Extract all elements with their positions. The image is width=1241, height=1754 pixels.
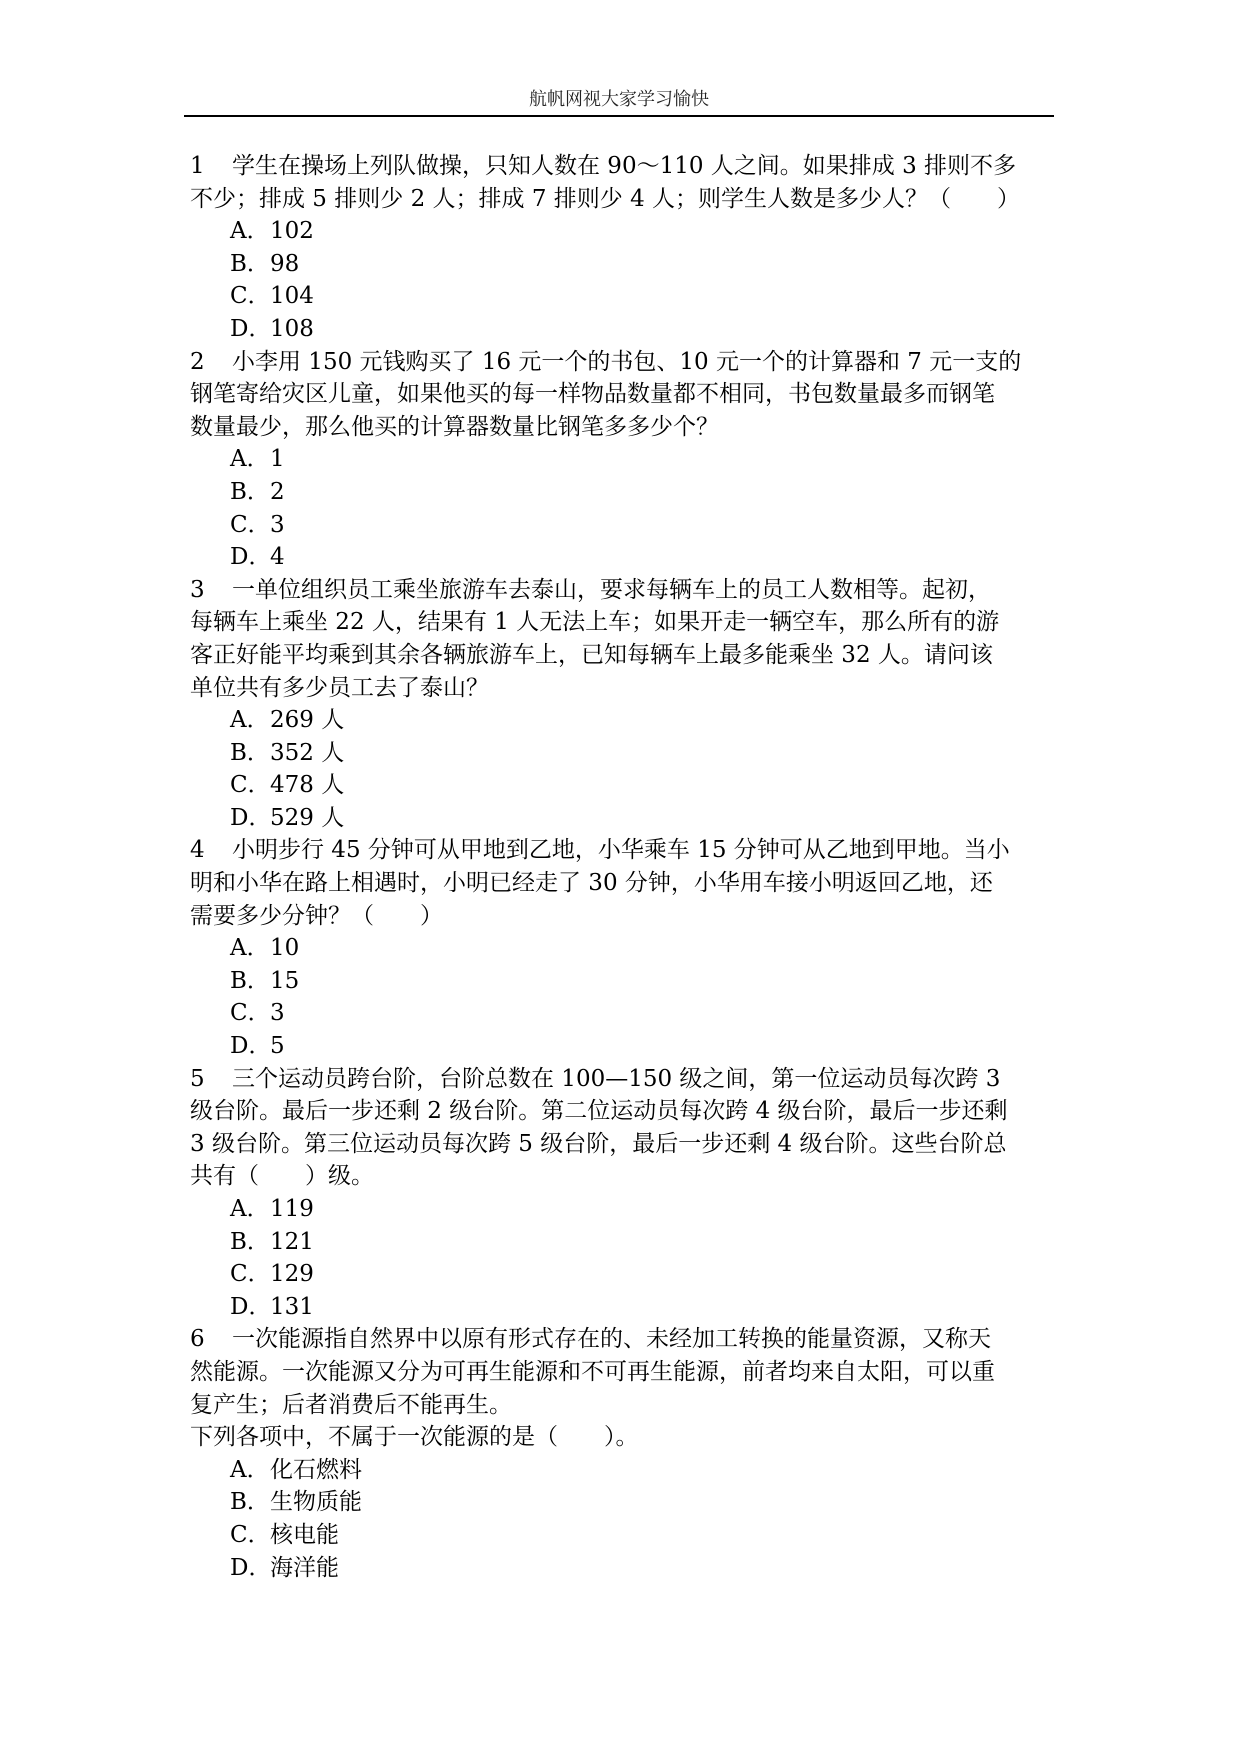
question-number: 5 xyxy=(190,1065,205,1092)
option-text: 2 xyxy=(270,478,285,505)
question-text: 级台阶。最后一步还剩 2 级台阶。第二位运动员每次跨 4 级台阶，最后一步还剩 xyxy=(190,1098,1008,1125)
option-text: 4 xyxy=(270,544,285,571)
question-text-line xyxy=(190,867,1060,900)
option-letter: A． xyxy=(230,1196,270,1222)
answer-option xyxy=(190,280,1060,313)
option-text: 478 人 xyxy=(270,772,345,799)
option-text: 10 xyxy=(270,935,300,962)
option-letter: C． xyxy=(230,1000,271,1027)
option-letter: B． xyxy=(230,967,270,994)
answer-options xyxy=(190,1454,1060,1584)
answer-option xyxy=(190,1258,1060,1291)
question-6 xyxy=(190,1323,1060,1584)
answer-option xyxy=(190,1030,1060,1063)
question-text-line xyxy=(190,574,1060,607)
question-text: 不少；排成 5 排则少 2 人；排成 7 排则少 4 人；则学生人数是多少人？（ ） xyxy=(190,185,1021,212)
question-number: 4 xyxy=(190,837,205,864)
option-letter: B． xyxy=(230,1489,270,1516)
option-letter: B． xyxy=(230,739,270,766)
option-text: 3 xyxy=(270,1000,285,1027)
question-text-line xyxy=(190,1356,1060,1389)
question-text-line xyxy=(190,1160,1060,1193)
question-text-line xyxy=(190,672,1060,705)
question-text: 下列各项中，不属于一次能源的是（ ）。 xyxy=(190,1424,639,1451)
option-text: 121 xyxy=(270,1228,314,1255)
answer-options xyxy=(190,215,1060,345)
question-text: 小明步行 45 分钟可从甲地到乙地，小华乘车 15 分钟可从乙地到甲地。当小 xyxy=(232,837,1010,864)
page-header: 航帆网视大家学习愉快 xyxy=(529,89,709,110)
question-4 xyxy=(190,834,1060,1062)
answer-option xyxy=(190,215,1060,248)
option-letter: A． xyxy=(230,935,270,962)
option-letter: D． xyxy=(230,1554,272,1581)
option-text: 104 xyxy=(270,283,314,310)
answer-option xyxy=(190,248,1060,281)
question-number: 6 xyxy=(190,1326,205,1353)
question-number: 2 xyxy=(190,348,205,375)
option-letter: D． xyxy=(230,315,272,342)
question-text: 共有（ ）级。 xyxy=(190,1163,374,1190)
option-letter: C． xyxy=(230,283,271,310)
header-divider xyxy=(184,115,1054,117)
option-letter: B． xyxy=(230,1228,270,1255)
question-text-line xyxy=(190,1128,1060,1161)
question-text: 一次能源指自然界中以原有形式存在的、未经加工转换的能量资源，又称天 xyxy=(232,1326,991,1353)
answer-option xyxy=(190,737,1060,770)
question-text: 数量最少，那么他买的计算器数量比钢笔多多少个？ xyxy=(190,413,719,440)
question-number: 1 xyxy=(190,153,205,179)
option-text: 海洋能 xyxy=(270,1554,339,1581)
question-list xyxy=(190,150,1060,1584)
option-letter: D． xyxy=(230,1293,272,1320)
option-letter: C． xyxy=(230,772,271,799)
answer-option xyxy=(190,1486,1060,1519)
question-text-line xyxy=(190,1389,1060,1422)
answer-option xyxy=(190,1552,1060,1585)
question-text: 需要多少分钟？（ ） xyxy=(190,902,443,929)
option-letter: D． xyxy=(230,804,272,831)
option-letter: C． xyxy=(230,1521,271,1548)
answer-option xyxy=(190,965,1060,998)
option-letter: D． xyxy=(230,1033,272,1060)
question-text: 一单位组织员工乘坐旅游车去泰山，要求每辆车上的员工人数相等。起初， xyxy=(232,576,991,603)
answer-option xyxy=(190,997,1060,1030)
answer-option xyxy=(190,443,1060,476)
question-2 xyxy=(190,346,1060,574)
option-text: 102 xyxy=(270,218,314,245)
option-letter: C． xyxy=(230,511,271,538)
question-text: 钢笔寄给灾区儿童，如果他买的每一样物品数量都不相同，书包数量最多而钢笔 xyxy=(190,381,995,408)
question-text: 学生在操场上列队做操，只知人数在 90～110 人之间。如果排成 3 排则不多 xyxy=(232,153,1017,179)
option-letter: C． xyxy=(230,1261,271,1288)
question-3 xyxy=(190,574,1060,835)
option-text: 269 人 xyxy=(270,707,345,734)
answer-options xyxy=(190,704,1060,834)
question-text-line xyxy=(190,346,1060,379)
option-text: 核电能 xyxy=(270,1521,339,1548)
option-text: 生物质能 xyxy=(270,1489,362,1516)
option-text: 98 xyxy=(270,250,300,277)
question-text: 客正好能平均乘到其余各辆旅游车上，已知每辆车上最多能乘坐 32 人。请问该 xyxy=(190,641,993,668)
answer-option xyxy=(190,509,1060,542)
option-letter: B． xyxy=(230,250,270,277)
answer-option xyxy=(190,1226,1060,1259)
option-text: 15 xyxy=(270,967,300,994)
answer-option xyxy=(190,1519,1060,1552)
option-text: 131 xyxy=(270,1293,314,1320)
question-text-line xyxy=(190,900,1060,933)
answer-options xyxy=(190,1193,1060,1323)
answer-option xyxy=(190,1454,1060,1487)
question-text: 单位共有多少员工去了泰山？ xyxy=(190,674,489,701)
answer-option xyxy=(190,1291,1060,1324)
answer-option xyxy=(190,313,1060,346)
question-text-line xyxy=(190,639,1060,672)
option-letter: A． xyxy=(230,446,270,473)
answer-option xyxy=(190,704,1060,737)
question-text-line xyxy=(190,183,1060,216)
option-text: 3 xyxy=(270,511,285,538)
question-text-line xyxy=(190,150,1060,183)
question-text: 复产生；后者消费后不能再生。 xyxy=(190,1391,512,1418)
question-text-line xyxy=(190,834,1060,867)
option-letter: D． xyxy=(230,544,272,571)
question-text: 三个运动员跨台阶，台阶总数在 100—150 级之间，第一位运动员每次跨 3 xyxy=(232,1065,1001,1092)
answer-option xyxy=(190,541,1060,574)
question-text-line xyxy=(190,1421,1060,1454)
option-text: 529 人 xyxy=(270,804,345,831)
answer-option xyxy=(190,769,1060,802)
option-text: 化石燃料 xyxy=(270,1456,362,1483)
option-letter: A． xyxy=(230,218,270,245)
question-text-line xyxy=(190,378,1060,411)
answer-option xyxy=(190,476,1060,509)
question-text-line xyxy=(190,1063,1060,1096)
question-text: 然能源。一次能源又分为可再生能源和不可再生能源，前者均来自太阳，可以重 xyxy=(190,1358,995,1385)
option-letter: B． xyxy=(230,478,270,505)
option-text: 352 人 xyxy=(270,739,345,766)
option-text: 5 xyxy=(270,1033,285,1060)
answer-options xyxy=(190,443,1060,573)
answer-option xyxy=(190,1193,1060,1226)
option-text: 119 xyxy=(270,1196,314,1222)
question-text: 明和小华在路上相遇时，小明已经走了 30 分钟，小华用车接小明返回乙地，还 xyxy=(190,870,993,897)
answer-options xyxy=(190,932,1060,1062)
answer-option xyxy=(190,802,1060,835)
question-text: 小李用 150 元钱购买了 16 元一个的书包、10 元一个的计算器和 7 元一支的 xyxy=(232,348,1022,375)
question-5 xyxy=(190,1063,1060,1324)
question-text-line xyxy=(190,606,1060,639)
option-text: 108 xyxy=(270,315,314,342)
question-1 xyxy=(190,150,1060,346)
question-text-line xyxy=(190,411,1060,444)
option-text: 1 xyxy=(270,446,285,473)
question-text-line xyxy=(190,1323,1060,1356)
question-text: 3 级台阶。第三位运动员每次跨 5 级台阶，最后一步还剩 4 级台阶。这些台阶总 xyxy=(190,1130,1007,1157)
question-text: 每辆车上乘坐 22 人，结果有 1 人无法上车；如果开走一辆空车，那么所有的游 xyxy=(190,609,1000,636)
question-number: 3 xyxy=(190,576,205,603)
question-text-line xyxy=(190,1095,1060,1128)
option-letter: A． xyxy=(230,1456,270,1483)
option-letter: A． xyxy=(230,707,270,734)
option-text: 129 xyxy=(270,1261,314,1288)
answer-option xyxy=(190,932,1060,965)
